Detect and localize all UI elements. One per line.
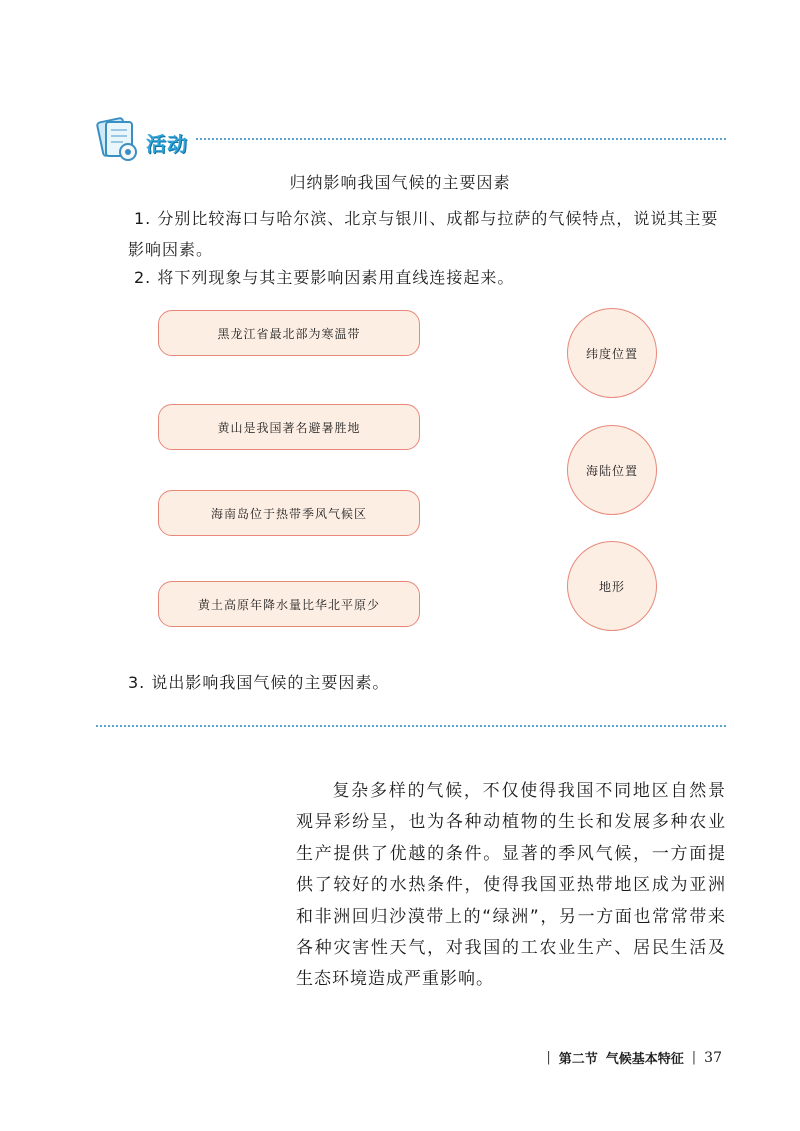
body-paragraph-text: 复杂多样的气候，不仅使得我国不同地区自然景观异彩纷呈，也为各种动植物的生长和发展多种农业生产提供了优越的条件。显著的季风气候，一方面提供了较好的水热条件，使得我国亚热带地区成为亚洲和非洲回归沙漠带上的“绿洲”，另一方面也常常带来各种灾害性天气，对我国的工农业生产、居民生活及生态环境造成严重影响。	[296, 781, 726, 990]
question-2: 2. 将下列现象与其主要影响因素用直线连接起来。	[134, 268, 515, 287]
notebook-icon	[92, 112, 148, 168]
body-paragraph	[296, 776, 726, 996]
phenomenon-box[interactable]: 海南岛位于热带季风气候区	[158, 490, 420, 536]
factor-circle[interactable]: 海陆位置	[567, 425, 657, 515]
phenomenon-box[interactable]: 黄山是我国著名避暑胜地	[158, 404, 420, 450]
phenomenon-box[interactable]: 黑龙江省最北部为寒温带	[158, 310, 420, 356]
activity-bottom-divider	[96, 725, 726, 727]
question-3: 3. 说出影响我国气候的主要因素。	[128, 673, 390, 692]
factor-circle[interactable]: 纬度位置	[567, 308, 657, 398]
page-footer	[546, 1048, 722, 1067]
footer-chapter: 气候基本特征	[605, 1052, 684, 1067]
activity-label: 活动	[146, 132, 188, 156]
factor-circle[interactable]: 地形	[567, 541, 657, 631]
activity-title: 归纳影响我国气候的主要因素	[289, 173, 511, 192]
footer-separator: |	[546, 1050, 551, 1065]
activity-top-divider	[196, 138, 726, 140]
footer-separator: |	[691, 1050, 697, 1065]
phenomenon-box[interactable]: 黄土高原年降水量比华北平原少	[158, 581, 420, 627]
activity-header	[92, 112, 732, 168]
question-1: 1. 分别比较海口与哈尔滨、北京与银川、成都与拉萨的气候特点，说说其主要影响因素。	[128, 209, 719, 259]
page-number: 37	[704, 1049, 722, 1066]
footer-section: 第二节	[558, 1052, 598, 1067]
